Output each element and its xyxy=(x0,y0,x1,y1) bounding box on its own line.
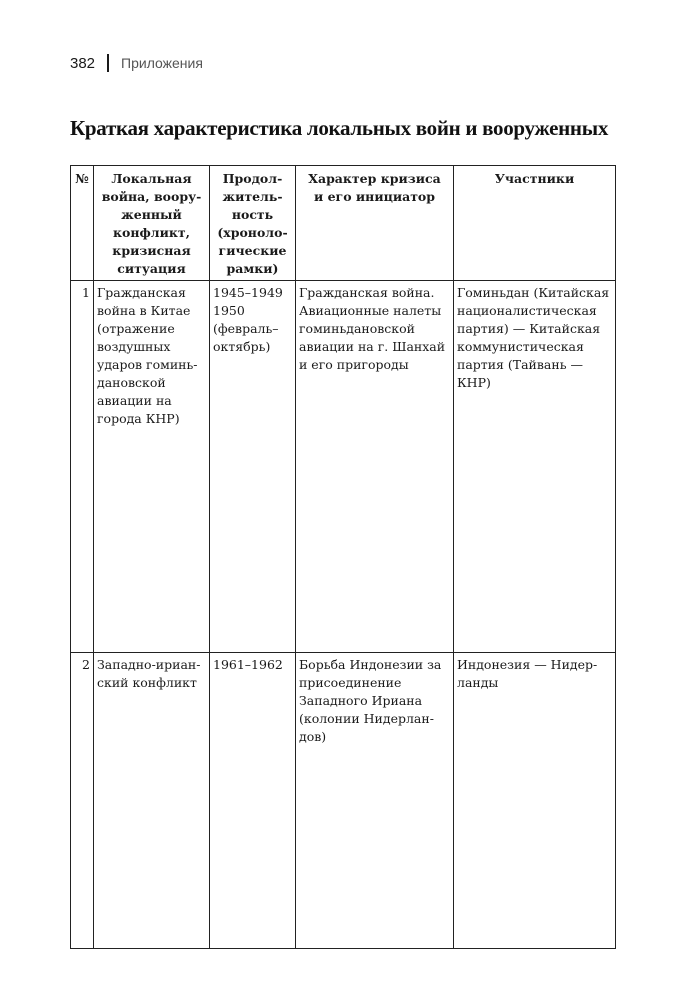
table-header-row xyxy=(71,166,616,281)
row-number: 1 xyxy=(71,281,94,653)
table-row xyxy=(71,653,616,949)
header-participants: Участники xyxy=(454,166,616,281)
row-character: Борьба Индонезии за присоединение Западного Ириана (колонии Нидерлан- дов) xyxy=(296,653,454,949)
row-character: Гражданская война. Авиационные налеты гоминьдановской авиации на г. Шанхай и его пригороды xyxy=(296,281,454,653)
row-conflict: Гражданская война в Китае (отражение воздушных ударов гоминь- дановской авиации на города КНР) xyxy=(94,281,210,653)
header-divider xyxy=(107,54,109,72)
header-number: № xyxy=(71,166,94,281)
row-number: 2 xyxy=(71,653,94,949)
table-title: Краткая характеристика локальных войн и вооруженных xyxy=(70,116,609,140)
wars-table xyxy=(70,165,616,949)
row-participants: Гоминьдан (Китайская националистическая партия) — Китайская коммунистическая партия (Тайвань — КНР) xyxy=(454,281,616,653)
page-number: 382 xyxy=(70,54,96,72)
row-duration: 1961–1962 xyxy=(210,653,296,949)
section-name: Приложения xyxy=(121,55,203,71)
header-conflict: Локальная война, воору- женный конфликт, кризисная ситуация xyxy=(94,166,210,281)
header-character: Характер кризиса и его инициатор xyxy=(296,166,454,281)
table-row xyxy=(71,281,616,653)
row-participants: Индонезия — Нидер- ланды xyxy=(454,653,616,949)
row-duration: 1945–1949 1950 (февраль– октябрь) xyxy=(210,281,296,653)
header-duration: Продол- житель- ность (хроноло- гические рамки) xyxy=(210,166,296,281)
running-head xyxy=(70,52,203,74)
row-conflict: Западно-ириан- ский конфликт xyxy=(94,653,210,949)
